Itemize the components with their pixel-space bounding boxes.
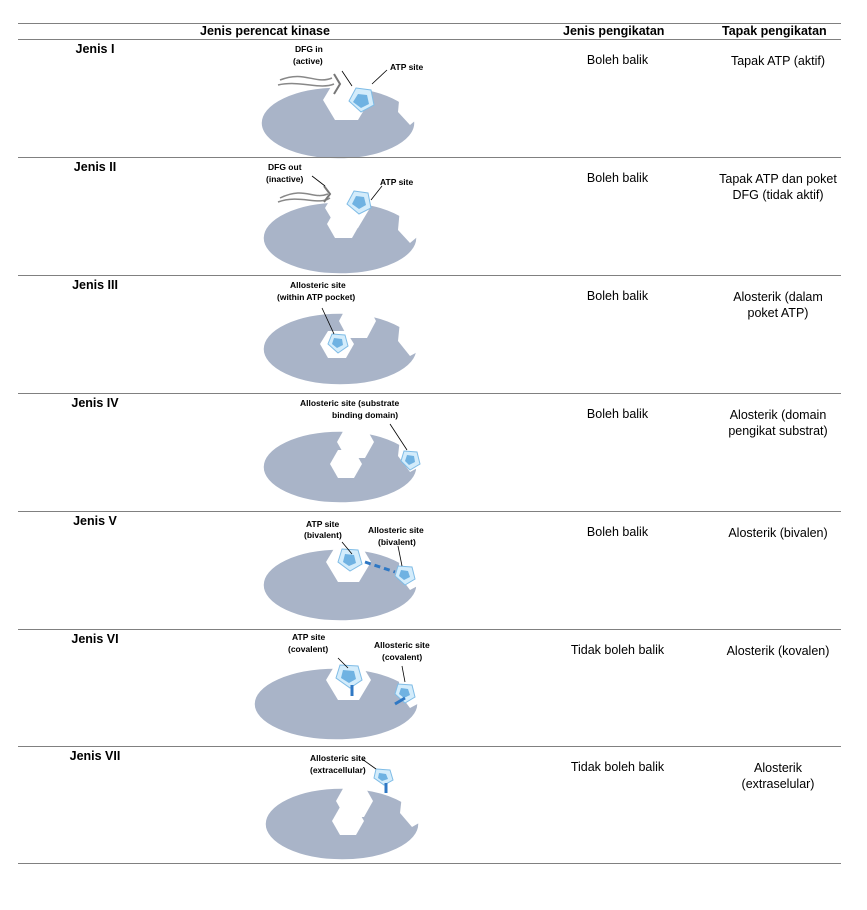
binding-site: Alosterik (kovalen): [726, 644, 830, 658]
inhibitor-type: Jenis I: [75, 42, 115, 56]
type-i-diagram: [250, 40, 440, 158]
binding-site: Tapak ATP (aktif): [730, 54, 826, 68]
diagram-label: ATP site: [306, 519, 340, 529]
header-binding-site: Tapak pengikatan: [722, 24, 827, 38]
diagram-label: (active): [293, 56, 323, 66]
binding-site: Alosterik (dalam poket ATP): [733, 290, 823, 320]
inhibitor-type: Jenis III: [72, 278, 118, 292]
binding-site: Tapak ATP dan poket DFG (tidak aktif): [719, 172, 837, 202]
binding-type: Boleh balik: [586, 407, 649, 421]
type-ii-diagram: [250, 158, 440, 276]
diagram-label: Allosteric site (substrate: [300, 398, 400, 408]
binding-site: Alosterik (bivalen): [728, 526, 828, 540]
table-row: [0, 158, 867, 276]
diagram-label: (bivalent): [304, 530, 342, 540]
table-row: [0, 630, 867, 748]
type-vi-diagram: [250, 630, 440, 748]
table-row: [0, 276, 867, 394]
binding-type: Boleh balik: [586, 525, 649, 539]
table-row: [0, 394, 867, 512]
diagram-label: (extracellular): [310, 765, 366, 775]
diagram-label: (within ATP pocket): [277, 292, 356, 302]
diagram-label: binding domain): [332, 410, 399, 420]
diagram-label: Allosteric site: [290, 280, 346, 290]
diagram-label: Allosteric site: [310, 753, 366, 763]
diagram-label: (covalent): [382, 652, 423, 662]
diagram-label: DFG in: [295, 44, 323, 54]
table-row: [0, 512, 867, 630]
header-inhibitor-type: Jenis perencat kinase: [200, 24, 330, 38]
binding-type: Boleh balik: [586, 53, 649, 67]
inhibitor-type: Jenis VI: [71, 632, 119, 646]
diagram-label: (covalent): [288, 644, 329, 654]
table-row: [0, 747, 867, 865]
header-binding-type: Jenis pengikatan: [563, 24, 665, 38]
diagram-label: (bivalent): [378, 537, 416, 547]
diagram-label: Allosteric site: [368, 525, 424, 535]
inhibitor-type: Jenis II: [73, 160, 117, 174]
type-v-diagram: [250, 512, 440, 630]
inhibitor-type: Jenis IV: [71, 396, 119, 410]
diagram-label: DFG out: [268, 162, 302, 172]
binding-type: Tidak boleh balik: [570, 760, 665, 774]
binding-type: Tidak boleh balik: [570, 643, 665, 657]
diagram-label: ATP site: [390, 62, 424, 72]
binding-type: Boleh balik: [586, 171, 649, 185]
binding-site: Alosterik (extraselular): [741, 761, 815, 791]
inhibitor-type: Jenis V: [73, 514, 117, 528]
diagram-label: (inactive): [266, 174, 304, 184]
diagram-label: Allosteric site: [374, 640, 430, 650]
type-iv-diagram: [250, 394, 440, 512]
table-top-rule: [18, 23, 841, 24]
table-row: [0, 40, 867, 158]
diagram-label: ATP site: [292, 632, 326, 642]
type-iii-diagram: [250, 276, 440, 394]
inhibitor-type: Jenis VII: [69, 749, 121, 763]
diagram-label: ATP site: [380, 177, 414, 187]
binding-site: Alosterik (domain pengikat substrat): [728, 408, 828, 438]
binding-type: Boleh balik: [586, 289, 649, 303]
type-vii-diagram: [250, 747, 440, 865]
table-bottom-rule: [18, 863, 841, 864]
